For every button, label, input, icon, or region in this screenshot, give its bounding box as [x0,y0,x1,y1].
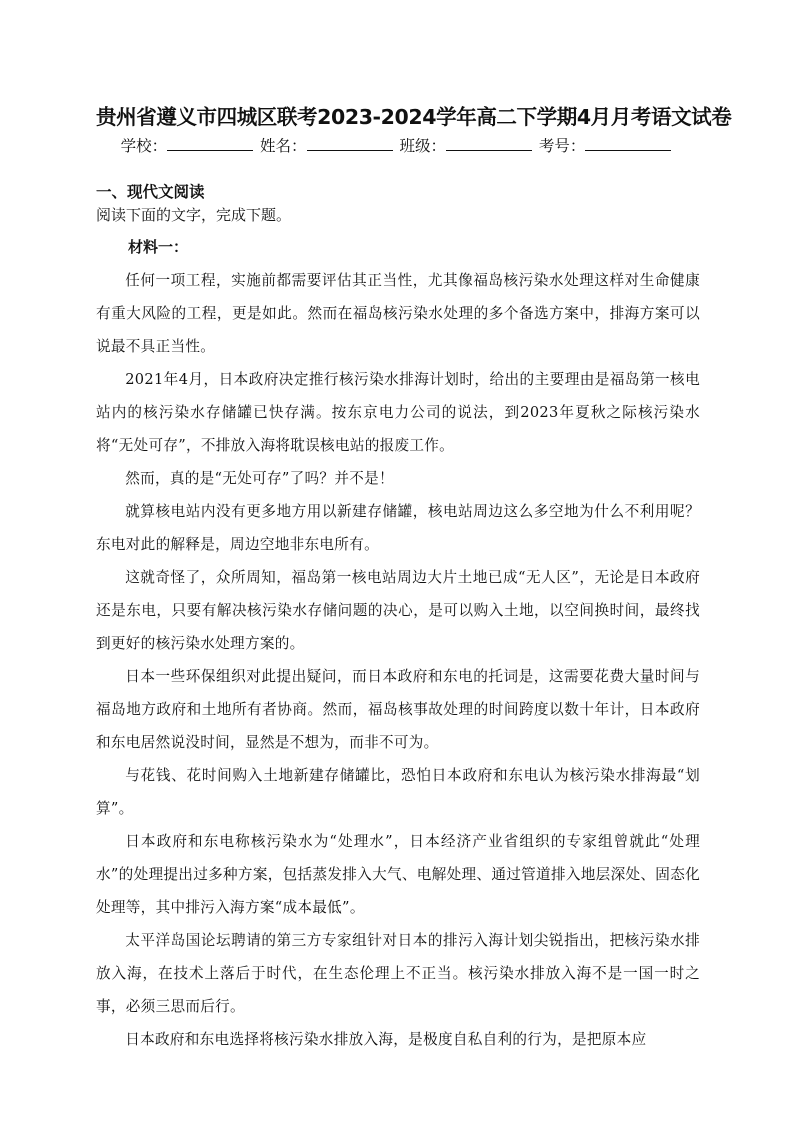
passage-paragraph: 然而，真的是“无处可存”了吗？并不是！ [125,470,394,487]
exam-number-blank[interactable] [585,136,671,151]
passage-paragraph: 日本政府和东电称核污染水为“处理水”，日本经济产业省组织的专家组曾就此“处理水”的处理提出过多种方案，包括蒸发排入大气、电解处理、通过管道排入地层深处、固态化处理等，其中排污入海方案“成本最低”。 [96,833,700,916]
material-label: 材料一： [128,238,189,256]
section-heading: 一、现代文阅读 [96,183,205,201]
passage-paragraph: 任何一项工程，实施前都需要评估其正当性，尤其像福岛核污染水处理这样对生命健康有重大风险的工程，更是如此。然而在福岛核污染水处理的多个备选方案中，排海方案可以说最不具正当性。 [96,272,700,355]
passage-paragraph: 2021年4月，日本政府决定推行核污染水排海计划时，给出的主要理由是福岛第一核电站内的核污染水存储罐已快存满。按东京电力公司的说法，到2023年夏秋之际核污染水将“无处可存”，不排放入海将耽误核电站的报废工作。 [96,371,700,454]
name-blank[interactable] [307,136,393,151]
exam-title: 贵州省遵义市四城区联考2023-2024学年高二下学期4月月考语文试卷 [96,105,732,129]
passage-paragraph: 太平洋岛国论坛聘请的第三方专家组针对日本的排污入海计划尖锐指出，把核污染水排放入海，在技术上落后于时代，在生态伦理上不正当。核污染水排放入海不是一国一时之事，必须三思而后行。 [96,932,700,1015]
passage-paragraph: 就算核电站内没有更多地方用以新建存储罐，核电站周边这么多空地为什么不利用呢？东电对此的解释是，周边空地非东电所有。 [96,503,700,553]
exam-number-label: 考号： [538,137,586,155]
passage-paragraph: 与花钱、花时间购入土地新建存储罐比，恐怕日本政府和东电认为核污染水排海最“划算”。 [96,767,700,817]
name-label: 姓名： [260,137,307,155]
school-label: 学校： [120,137,168,155]
passage-paragraph: 日本政府和东电选择将核污染水排放入海，是极度自私自利的行为，是把原本应 [125,1031,647,1048]
reading-instruction: 阅读下面的文字，完成下题。 [96,206,292,224]
class-label: 班级： [399,137,446,155]
student-info-line [0,134,794,156]
passage-paragraph: 日本一些环保组织对此提出疑问，而日本政府和东电的托词是，这需要花费大量时间与福岛地方政府和土地所有者协商。然而，福岛核事故处理的时间跨度以数十年计，日本政府和东电居然说没时间，显然是不想为，而非不可为。 [96,668,700,751]
passage-body [96,264,700,1056]
passage-paragraph: 这就奇怪了，众所周知，福岛第一核电站周边大片土地已成“无人区”，无论是日本政府还是东电，只要有解决核污染水存储问题的决心，是可以购入土地，以空间换时间，最终找到更好的核污染水处理方案的。 [96,569,700,652]
class-blank[interactable] [446,136,532,151]
school-blank[interactable] [167,136,253,151]
